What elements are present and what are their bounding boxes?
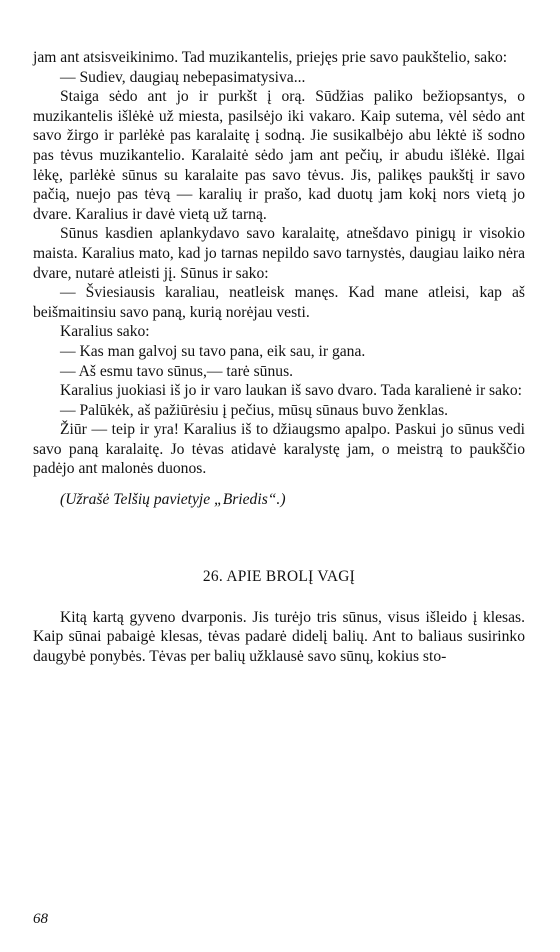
paragraph: — Kas man galvoj su tavo pana, eik sau, ir gana. [60, 342, 366, 360]
paragraph: Karalius sako: [60, 323, 150, 341]
paragraph: — Sudiev, daugiaų nebepasimatysiva... [60, 68, 306, 86]
text-block-before [33, 48, 525, 479]
paragraph: Žiūr — teip ir yra! Karalius iš to džiaugsmo apalpo. Paskui jo sūnus vedi savo paną karalaitę. Jo tėvas atidavė karalystę jam, o meistrą to paukščio padėjo ant malonės duonos. [33, 421, 525, 478]
paragraph: Staiga sėdo ant jo ir purkšt į orą. Sūdžias paliko bežiopsantys, o muzikantelis išlėkė už miesta, pasilsėjo iki vakaro. Kaip sutema, vėl sėdo ant savo žirgo ir parlėkė pas karalaitę į sodną. Jie susikalbėjo abu lėktė iš sodno pas tėvus muzikantelio. Karalaitė sėdo jam ant pečių, ir abudu išlėkė. Ilgai lėkę, parlėkė sūnus su karalaite pas savo tėvus. Jis, palikęs paukštį ir savo pačią, nuejo pas tėvą — karalių ir prašo, kad duotų jam kokį nors vietą jo dvare. Karalius ir davė vietą už tarną. [33, 88, 525, 223]
paragraph: Kitą kartą gyveno dvarponis. Jis turėjo tris sūnus, visus išleido į klesas. Kaip sūnai pabaigė klesas, tėvas padarė didelį balių. Ant to baliaus susirinko daugybė ponybės. Tėvas per balių užklausė savo sūnų, kokius sto- [33, 608, 525, 665]
paragraph: — Šviesiausis karaliau, neatleisk manęs. Kad mane atleisi, kap aš beišmaitinsiu savo paną, kurią norėjau vesti. [33, 284, 525, 321]
page-text [33, 48, 525, 666]
page-number: 68 [33, 911, 48, 927]
paragraph: — Aš esmu tavo sūnus,— tarė sūnus. [60, 362, 294, 380]
source-note: (Užrašė Telšių pavietyje „Briedis“.) [60, 491, 286, 509]
paragraph: Karalius juokiasi iš jo ir varo laukan iš savo dvaro. Tada karalienė ir sako: [60, 382, 522, 400]
story-title: 26. APIE BROLĮ VAGĮ [202, 567, 356, 585]
text-block-after [33, 608, 525, 667]
paragraph: jam ant atsisveikinimo. Tad muzikantelis, priejęs prie savo paukštelio, sako: [33, 49, 508, 66]
paragraph: — Palūkėk, aš pažiūrėsiu į pečius, mūsų sūnaus buvo ženklas. [60, 401, 449, 419]
paragraph: Sūnus kasdien aplankydavo savo karalaitę, atnešdavo pinigų ir visokio maista. Karalius mato, kad jo tarnas nepildo savo tarnystės, daugiau laiko nėra dvare, nutarė atleisti jį. Sūnus ir sako: [33, 225, 525, 282]
